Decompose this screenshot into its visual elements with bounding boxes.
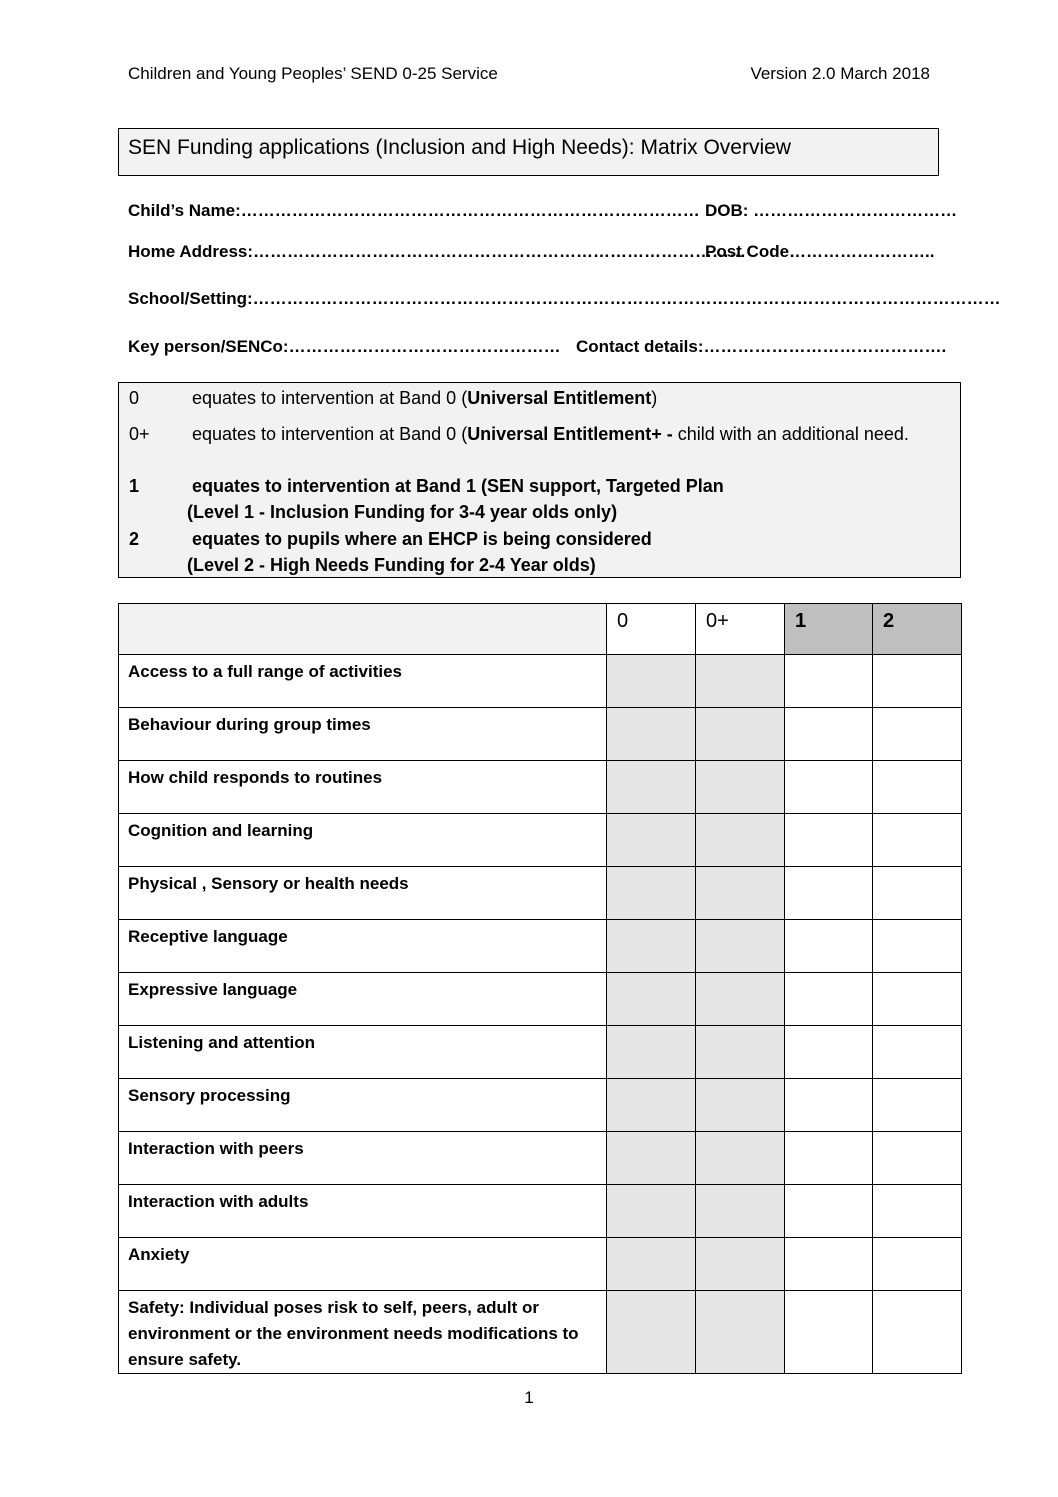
dob-field[interactable]: DOB: ……………………………… [705, 201, 958, 220]
table-row [119, 655, 962, 708]
page-number: 1 [524, 1388, 534, 1407]
row-label: Receptive language [119, 920, 607, 973]
legend-text-bold: Universal Entitlement+ - [467, 424, 673, 444]
table-row [119, 1185, 962, 1238]
matrix-header-label [119, 604, 607, 655]
table-row [119, 814, 962, 867]
band-cell[interactable] [785, 1291, 873, 1374]
band-cell[interactable] [607, 761, 696, 814]
band-cell[interactable] [873, 814, 962, 867]
table-row [119, 1291, 962, 1374]
contact-details-field[interactable]: Contact details:……………………………………. [576, 337, 947, 356]
band-cell[interactable] [607, 1132, 696, 1185]
band-cell[interactable] [785, 708, 873, 761]
row-label: Anxiety [119, 1238, 607, 1291]
table-row [119, 761, 962, 814]
row-label: Listening and attention [119, 1026, 607, 1079]
school-setting-field[interactable]: School/Setting:…………………………………………………………………………………………………………………… [128, 289, 1001, 308]
band-cell[interactable] [873, 1026, 962, 1079]
post-code-field[interactable]: Post Code…………………….. [705, 242, 935, 261]
key-person-field[interactable]: Key person/SENCo:………………………………………… [128, 337, 561, 356]
row-label: Access to a full range of activities [119, 655, 607, 708]
table-row [119, 1238, 962, 1291]
band-cell[interactable] [607, 655, 696, 708]
band-cell[interactable] [873, 867, 962, 920]
band-cell[interactable] [873, 655, 962, 708]
document-header-left: Children and Young Peoples’ SEND 0-25 Service [128, 64, 498, 83]
legend-number: 0 [129, 388, 140, 408]
band-cell[interactable] [873, 920, 962, 973]
band-cell[interactable] [785, 814, 873, 867]
legend-text: (Level 2 - High Needs Funding for 2-4 Year olds) [187, 555, 596, 575]
band-cell[interactable] [696, 655, 785, 708]
column-header: 0+ [696, 604, 785, 655]
row-label: Cognition and learning [119, 814, 607, 867]
table-row [119, 1026, 962, 1079]
table-row [119, 867, 962, 920]
band-cell[interactable] [785, 1079, 873, 1132]
band-cell[interactable] [607, 1238, 696, 1291]
legend-text [192, 421, 930, 447]
band-cell[interactable] [785, 761, 873, 814]
row-label: Sensory processing [119, 1079, 607, 1132]
childs-name-field[interactable]: Child’s Name:……………………………………………………………………… [128, 201, 700, 220]
legend-text: equates to intervention at Band 1 (SEN support, Targeted Plan [192, 476, 724, 496]
column-header: 2 [873, 604, 962, 655]
band-cell[interactable] [785, 655, 873, 708]
band-cell[interactable] [607, 1185, 696, 1238]
band-cell[interactable] [696, 1185, 785, 1238]
row-label: How child responds to routines [119, 761, 607, 814]
table-row [119, 708, 962, 761]
band-cell[interactable] [873, 973, 962, 1026]
band-cell[interactable] [696, 814, 785, 867]
band-cell[interactable] [607, 920, 696, 973]
legend-text-part: equates to intervention at Band 0 ( [192, 388, 468, 408]
matrix-table [118, 603, 962, 1374]
band-cell[interactable] [696, 1079, 785, 1132]
row-label: Safety: Individual poses risk to self, peers, adult or environment or the environment needs modifications to ensure safety. [119, 1291, 607, 1374]
band-cell[interactable] [785, 973, 873, 1026]
table-row [119, 920, 962, 973]
band-cell[interactable] [785, 1026, 873, 1079]
table-row [119, 973, 962, 1026]
band-cell[interactable] [696, 973, 785, 1026]
column-header: 0 [607, 604, 696, 655]
band-cell[interactable] [785, 1238, 873, 1291]
band-cell[interactable] [873, 708, 962, 761]
band-cell[interactable] [696, 920, 785, 973]
band-cell[interactable] [607, 1026, 696, 1079]
band-cell[interactable] [873, 1132, 962, 1185]
band-cell[interactable] [785, 867, 873, 920]
row-label: Interaction with adults [119, 1185, 607, 1238]
table-row [119, 1132, 962, 1185]
band-cell[interactable] [873, 1291, 962, 1374]
band-cell[interactable] [607, 1079, 696, 1132]
document-title: SEN Funding applications (Inclusion and High Needs): Matrix Overview [128, 136, 791, 159]
legend-text: equates to pupils where an EHCP is being considered [192, 529, 652, 549]
row-label: Interaction with peers [119, 1132, 607, 1185]
document-header-right: Version 2.0 March 2018 [750, 64, 930, 83]
band-cell[interactable] [696, 867, 785, 920]
band-cell[interactable] [696, 1132, 785, 1185]
row-label: Expressive language [119, 973, 607, 1026]
band-cell[interactable] [607, 1291, 696, 1374]
band-cell[interactable] [696, 1238, 785, 1291]
band-cell[interactable] [607, 973, 696, 1026]
legend-text-part: child with an additional need. [672, 424, 909, 444]
band-cell[interactable] [873, 1079, 962, 1132]
band-cell[interactable] [696, 761, 785, 814]
matrix-header-row [119, 604, 962, 655]
band-cell[interactable] [785, 920, 873, 973]
legend-number: 2 [129, 529, 140, 549]
legend-number: 1 [129, 476, 140, 496]
row-label: Physical , Sensory or health needs [119, 867, 607, 920]
band-cell[interactable] [696, 1026, 785, 1079]
legend-text [192, 385, 930, 411]
band-cell[interactable] [607, 708, 696, 761]
band-cell[interactable] [873, 1238, 962, 1291]
legend-text: (Level 1 - Inclusion Funding for 3-4 year olds only) [187, 502, 618, 522]
home-address-field[interactable]: Home Address:…………………………………………………………………………… [128, 242, 747, 261]
column-header: 1 [785, 604, 873, 655]
band-cell[interactable] [696, 708, 785, 761]
title-box [118, 128, 939, 176]
band-cell[interactable] [873, 761, 962, 814]
band-cell[interactable] [696, 1291, 785, 1374]
band-cell[interactable] [607, 867, 696, 920]
band-cell[interactable] [785, 1185, 873, 1238]
legend-text-part: ) [651, 388, 658, 408]
legend-text-part: equates to intervention at Band 0 ( [192, 424, 468, 444]
band-cell[interactable] [785, 1132, 873, 1185]
legend-text-bold: Universal Entitlement [467, 388, 652, 408]
band-legend [118, 382, 961, 578]
legend-number: 0+ [129, 424, 150, 444]
band-cell[interactable] [607, 814, 696, 867]
table-row [119, 1079, 962, 1132]
row-label: Behaviour during group times [119, 708, 607, 761]
band-cell[interactable] [873, 1185, 962, 1238]
